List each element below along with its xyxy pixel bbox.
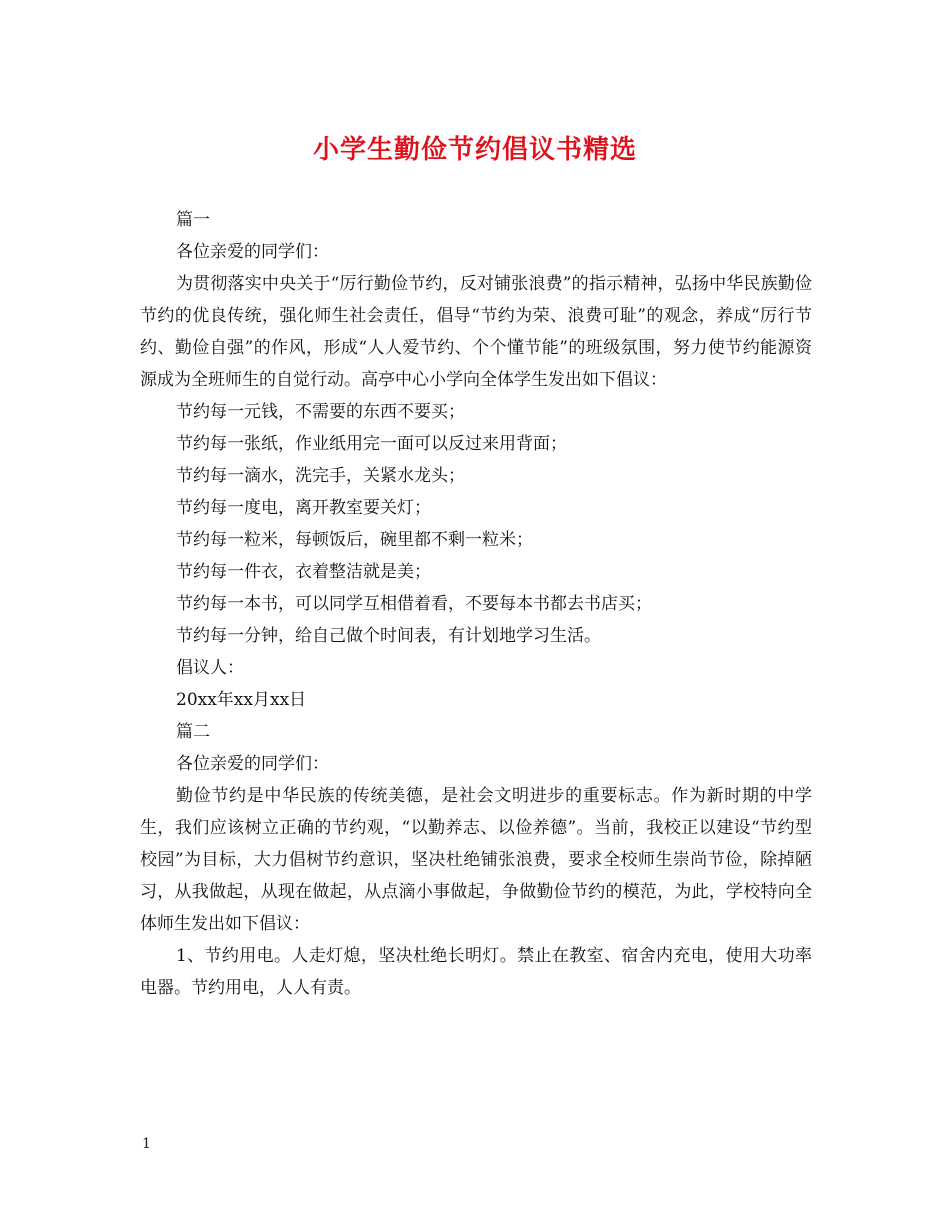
page-number: 1 bbox=[142, 1136, 151, 1152]
signatory-label: 倡议人： bbox=[176, 658, 244, 678]
intro-paragraph-1: 为贯彻落实中央关于“厉行勤俭节约，反对铺张浪费”的指示精神，弘扬中华民族勤俭节约的优良传统，强化师生社会责任，倡导“节约为荣、浪费可耻”的观念，养成“厉行节约、勤俭自强”的作风，形成“人人爱节约、个个懂节能”的班级氛围，努力使节约能源资源成为全班师生的自觉行动。高亭中心小学向全体学生发出如下倡议： bbox=[140, 274, 812, 390]
date-line: 20xx年xx月xx日 bbox=[176, 690, 307, 710]
numbered-proposal-item: 1、节约用电。人走灯熄，坚决杜绝长明灯。禁止在教室、宿舍内充电，使用大功率电器。节约用电，人人有责。 bbox=[140, 946, 812, 998]
document-title: 小学生勤俭节约倡议书精选 bbox=[312, 135, 637, 165]
proposal-item: 节约每一滴水，洗完手，关紧水龙头； bbox=[176, 466, 465, 486]
proposal-item: 节约每一件衣，衣着整洁就是美； bbox=[176, 562, 431, 582]
section-heading-2: 篇二 bbox=[176, 722, 210, 742]
proposal-item: 节约每一粒米，每顿饭后，碗里都不剩一粒米； bbox=[176, 530, 533, 550]
proposal-item: 节约每一元钱，不需要的东西不要买； bbox=[176, 402, 465, 422]
document-body bbox=[140, 204, 812, 1004]
intro-paragraph-2: 勤俭节约是中华民族的传统美德，是社会文明进步的重要标志。作为新时期的中学生，我们应该树立正确的节约观，“以勤养志、以俭养德”。当前，我校正以建设“节约型校园”为目标，大力倡树节约意识，坚决杜绝铺张浪费，要求全校师生崇尚节俭，除掉陋习，从我做起，从现在做起，从点滴小事做起，争做勤俭节约的模范，为此，学校特向全体师生发出如下倡议： bbox=[140, 786, 812, 934]
proposal-item: 节约每一本书，可以同学互相借着看，不要每本书都去书店买； bbox=[176, 594, 652, 614]
salutation-1: 各位亲爱的同学们： bbox=[176, 242, 329, 262]
salutation-2: 各位亲爱的同学们： bbox=[176, 754, 329, 774]
section-heading-1: 篇一 bbox=[176, 210, 210, 230]
proposal-item: 节约每一分钟，给自己做个时间表，有计划地学习生活。 bbox=[176, 626, 601, 646]
proposal-item: 节约每一张纸，作业纸用完一面可以反过来用背面； bbox=[176, 434, 567, 454]
proposal-item: 节约每一度电，离开教室要关灯； bbox=[176, 498, 431, 518]
